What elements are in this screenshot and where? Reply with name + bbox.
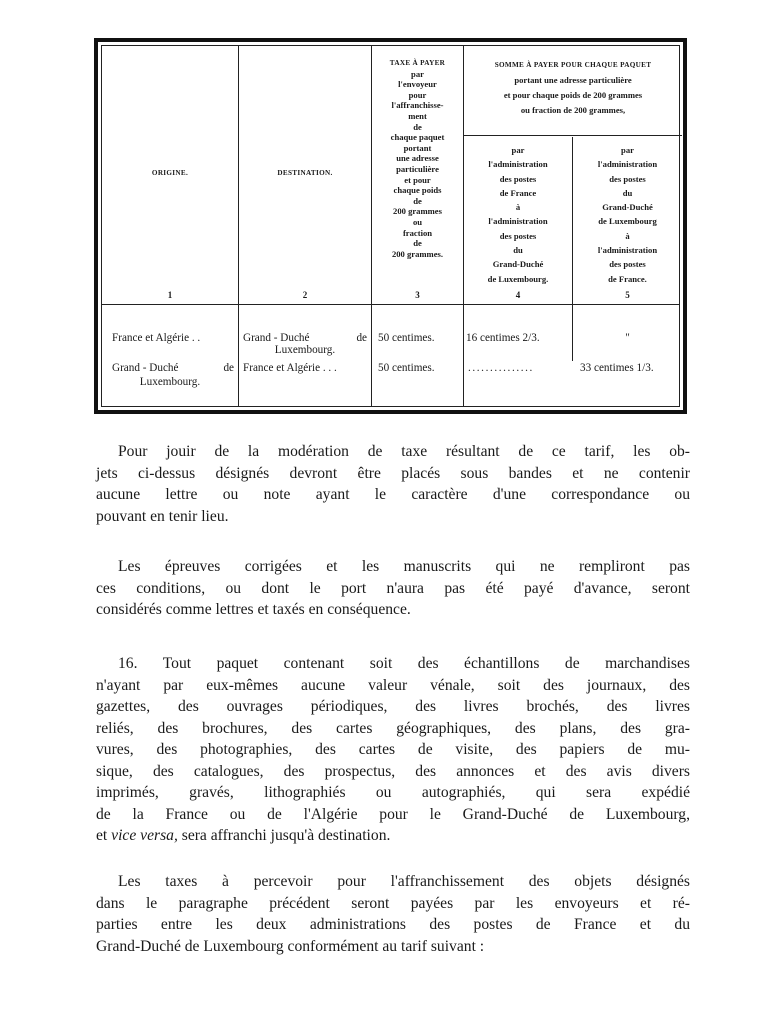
header-col5-line: l'administration bbox=[597, 245, 658, 256]
header-somme-line: SOMME À PAYER POUR CHAQUE PAQUET bbox=[494, 61, 652, 69]
header-taxe-line: fraction bbox=[402, 227, 433, 238]
header-col5-line: du bbox=[622, 187, 633, 198]
header-taxe-line: particulière bbox=[396, 163, 439, 174]
tariff-table bbox=[94, 38, 687, 414]
header-col4-line: des postes bbox=[499, 173, 537, 184]
header-destination: DESTINATION. bbox=[277, 169, 333, 177]
header-bottom-divider bbox=[102, 304, 679, 305]
paragraph-line: sique, des catalogues, des prospectus, des annonces et des avis divers bbox=[96, 762, 690, 780]
paragraph-line: Grand-Duché de Luxembourg conformément au tarif suivant : bbox=[96, 937, 485, 955]
header-col5-line: l'administration bbox=[597, 159, 658, 170]
paragraph-line: gazettes, des ouvrages périodiques, des livres brochés, des livres bbox=[96, 698, 690, 715]
header-col5-line: de France. bbox=[608, 273, 647, 284]
paragraph-last-line bbox=[96, 825, 690, 847]
header-col4-line: du bbox=[513, 245, 523, 256]
header-col4 bbox=[464, 143, 572, 286]
row2-taxe: 50 centimes. bbox=[378, 362, 435, 374]
header-taxe-line: l'affranchisse- bbox=[391, 100, 444, 111]
column-number-4: 4 bbox=[515, 290, 521, 300]
header-taxe-line: ou bbox=[412, 216, 423, 227]
paragraph-line: reliés, des brochures, des cartes géographiques, des plans, des gra- bbox=[96, 719, 690, 737]
header-col4-line: Grand-Duché bbox=[492, 259, 544, 270]
paragraph-line: ces conditions, ou dont le port n'aura pas été payé d'avance, seront bbox=[96, 579, 690, 597]
header-somme-line: ou fraction de 200 grammes, bbox=[520, 105, 626, 115]
header-col4-line: de Luxembourg. bbox=[487, 273, 549, 284]
paragraph-1 bbox=[96, 441, 690, 527]
header-taxe-line: de bbox=[413, 238, 422, 249]
row2-destination: France et Algérie . . . bbox=[243, 362, 337, 374]
paragraph-line: 16. Tout paquet contenant soit des échantillons de marchandises bbox=[118, 655, 690, 672]
header-taxe-line: 200 grammes. bbox=[391, 248, 444, 259]
header-somme bbox=[464, 58, 682, 118]
paragraph-line: pouvant en tenir lieu. bbox=[96, 507, 229, 525]
paragraph-line: jets ci-dessus désignés devront être placés sous bandes et ne contenir bbox=[96, 464, 690, 482]
header-col4-line: par bbox=[511, 145, 525, 155]
paragraph-line: de la France ou de l'Algérie pour le Grand-Duché de Luxembourg, bbox=[96, 805, 690, 823]
header-taxe-line: de bbox=[413, 195, 422, 206]
paragraph-line: dans le paragraphe précédent seront payées par les envoyeurs et ré- bbox=[96, 894, 690, 912]
row1-col5: " bbox=[625, 332, 630, 344]
row2-origine-b: Luxembourg. bbox=[139, 376, 201, 388]
header-taxe-line: l'envoyeur bbox=[398, 79, 437, 90]
header-taxe-line: pour bbox=[408, 89, 427, 100]
column-number-2: 2 bbox=[302, 290, 308, 300]
header-taxe-line: une adresse bbox=[396, 153, 439, 164]
header-taxe-line: de bbox=[413, 121, 422, 132]
header-taxe-line: chaque poids bbox=[393, 185, 442, 196]
header-taxe-line: par bbox=[411, 68, 424, 79]
paragraph-section-16 bbox=[96, 653, 690, 847]
row2-col4: . . . . . . . . . . . . . . . bbox=[468, 362, 532, 374]
paragraph-line: imprimés, gravés, lithographiés ou autographiés, qui sera expédié bbox=[96, 784, 690, 801]
header-col5-line: Grand-Duché bbox=[602, 202, 653, 213]
paragraph-line: parties entre les deux administrations des postes de France et du bbox=[96, 916, 690, 933]
header-col5-line: à bbox=[625, 230, 630, 241]
header-somme-line: portant une adresse particulière bbox=[514, 75, 632, 85]
row2-origine-word: de bbox=[223, 362, 234, 374]
paragraph-line: considérés comme lettres et taxés en conséquence. bbox=[96, 601, 411, 618]
header-taxe-line: portant bbox=[403, 142, 432, 153]
col-divider-1 bbox=[238, 46, 239, 406]
header-col5-line: des postes bbox=[609, 173, 646, 184]
text-fragment: sera affranchi jusqu'à destination. bbox=[181, 827, 391, 844]
paragraph-line: Pour jouir de la modération de taxe résultant de ce tarif, les ob- bbox=[118, 443, 690, 460]
header-taxe-line: et pour bbox=[404, 174, 431, 185]
header-col5 bbox=[573, 143, 682, 286]
row2-origine-word: Grand - Duché bbox=[112, 362, 179, 374]
header-col4-line: l'administration bbox=[488, 159, 548, 170]
paragraph-line: vures, des photographies, des cartes de visite, des papiers de mu- bbox=[96, 741, 690, 758]
paragraph-line: n'ayant par eux-mêmes aucune valeur vénale, soit des journaux, des bbox=[96, 676, 690, 694]
paragraph-2 bbox=[96, 556, 690, 621]
column-number-3: 3 bbox=[415, 290, 420, 300]
header-somme-line: et pour chaque poids de 200 grammes bbox=[503, 90, 643, 100]
text-fragment: et bbox=[96, 827, 108, 844]
row1-destination-word: Grand - Duché bbox=[243, 332, 310, 344]
row1-taxe: 50 centimes. bbox=[378, 332, 435, 344]
row1-col4: 16 centimes 2/3. bbox=[466, 332, 540, 344]
header-col5-line: des postes bbox=[609, 259, 646, 270]
column-number-1: 1 bbox=[167, 290, 173, 300]
row1-origine: France et Algérie . . bbox=[112, 332, 201, 344]
header-col4-line: l'administration bbox=[488, 216, 548, 227]
header-col5-line: de Luxembourg bbox=[598, 216, 657, 227]
row1-destination-word: de bbox=[356, 332, 367, 344]
paragraph-line: aucune lettre ou note ayant le caractère d'une correspondance ou bbox=[96, 486, 690, 503]
header-col4-line: de France bbox=[499, 187, 537, 198]
header-origine: ORIGINE. bbox=[151, 169, 189, 177]
header-col4-line: des postes bbox=[499, 230, 537, 241]
column-number-5: 5 bbox=[625, 290, 630, 300]
header-taxe-line: ment bbox=[408, 110, 427, 121]
header-taxe-line: TAXE À PAYER bbox=[389, 59, 446, 67]
header-taxe bbox=[372, 58, 463, 259]
paragraph-line: Les taxes à percevoir pour l'affranchissement des objets désignés bbox=[118, 873, 690, 890]
paragraph-line: Les épreuves corrigées et les manuscrits qui ne rempliront pas bbox=[118, 558, 690, 575]
row2-col5: 33 centimes 1/3. bbox=[580, 362, 654, 374]
italic-phrase: vice versa, bbox=[111, 827, 178, 844]
row1-destination-b: Luxembourg. bbox=[274, 344, 336, 356]
subheader-divider bbox=[463, 135, 682, 136]
paragraph-4 bbox=[96, 871, 690, 957]
header-taxe-line: 200 grammes bbox=[393, 206, 442, 217]
header-col5-line: par bbox=[621, 145, 634, 155]
header-taxe-line: chaque paquet bbox=[390, 132, 445, 143]
header-col4-line: à bbox=[515, 202, 521, 213]
tariff-table-inner bbox=[101, 45, 680, 407]
row2-origine-a bbox=[112, 362, 234, 375]
